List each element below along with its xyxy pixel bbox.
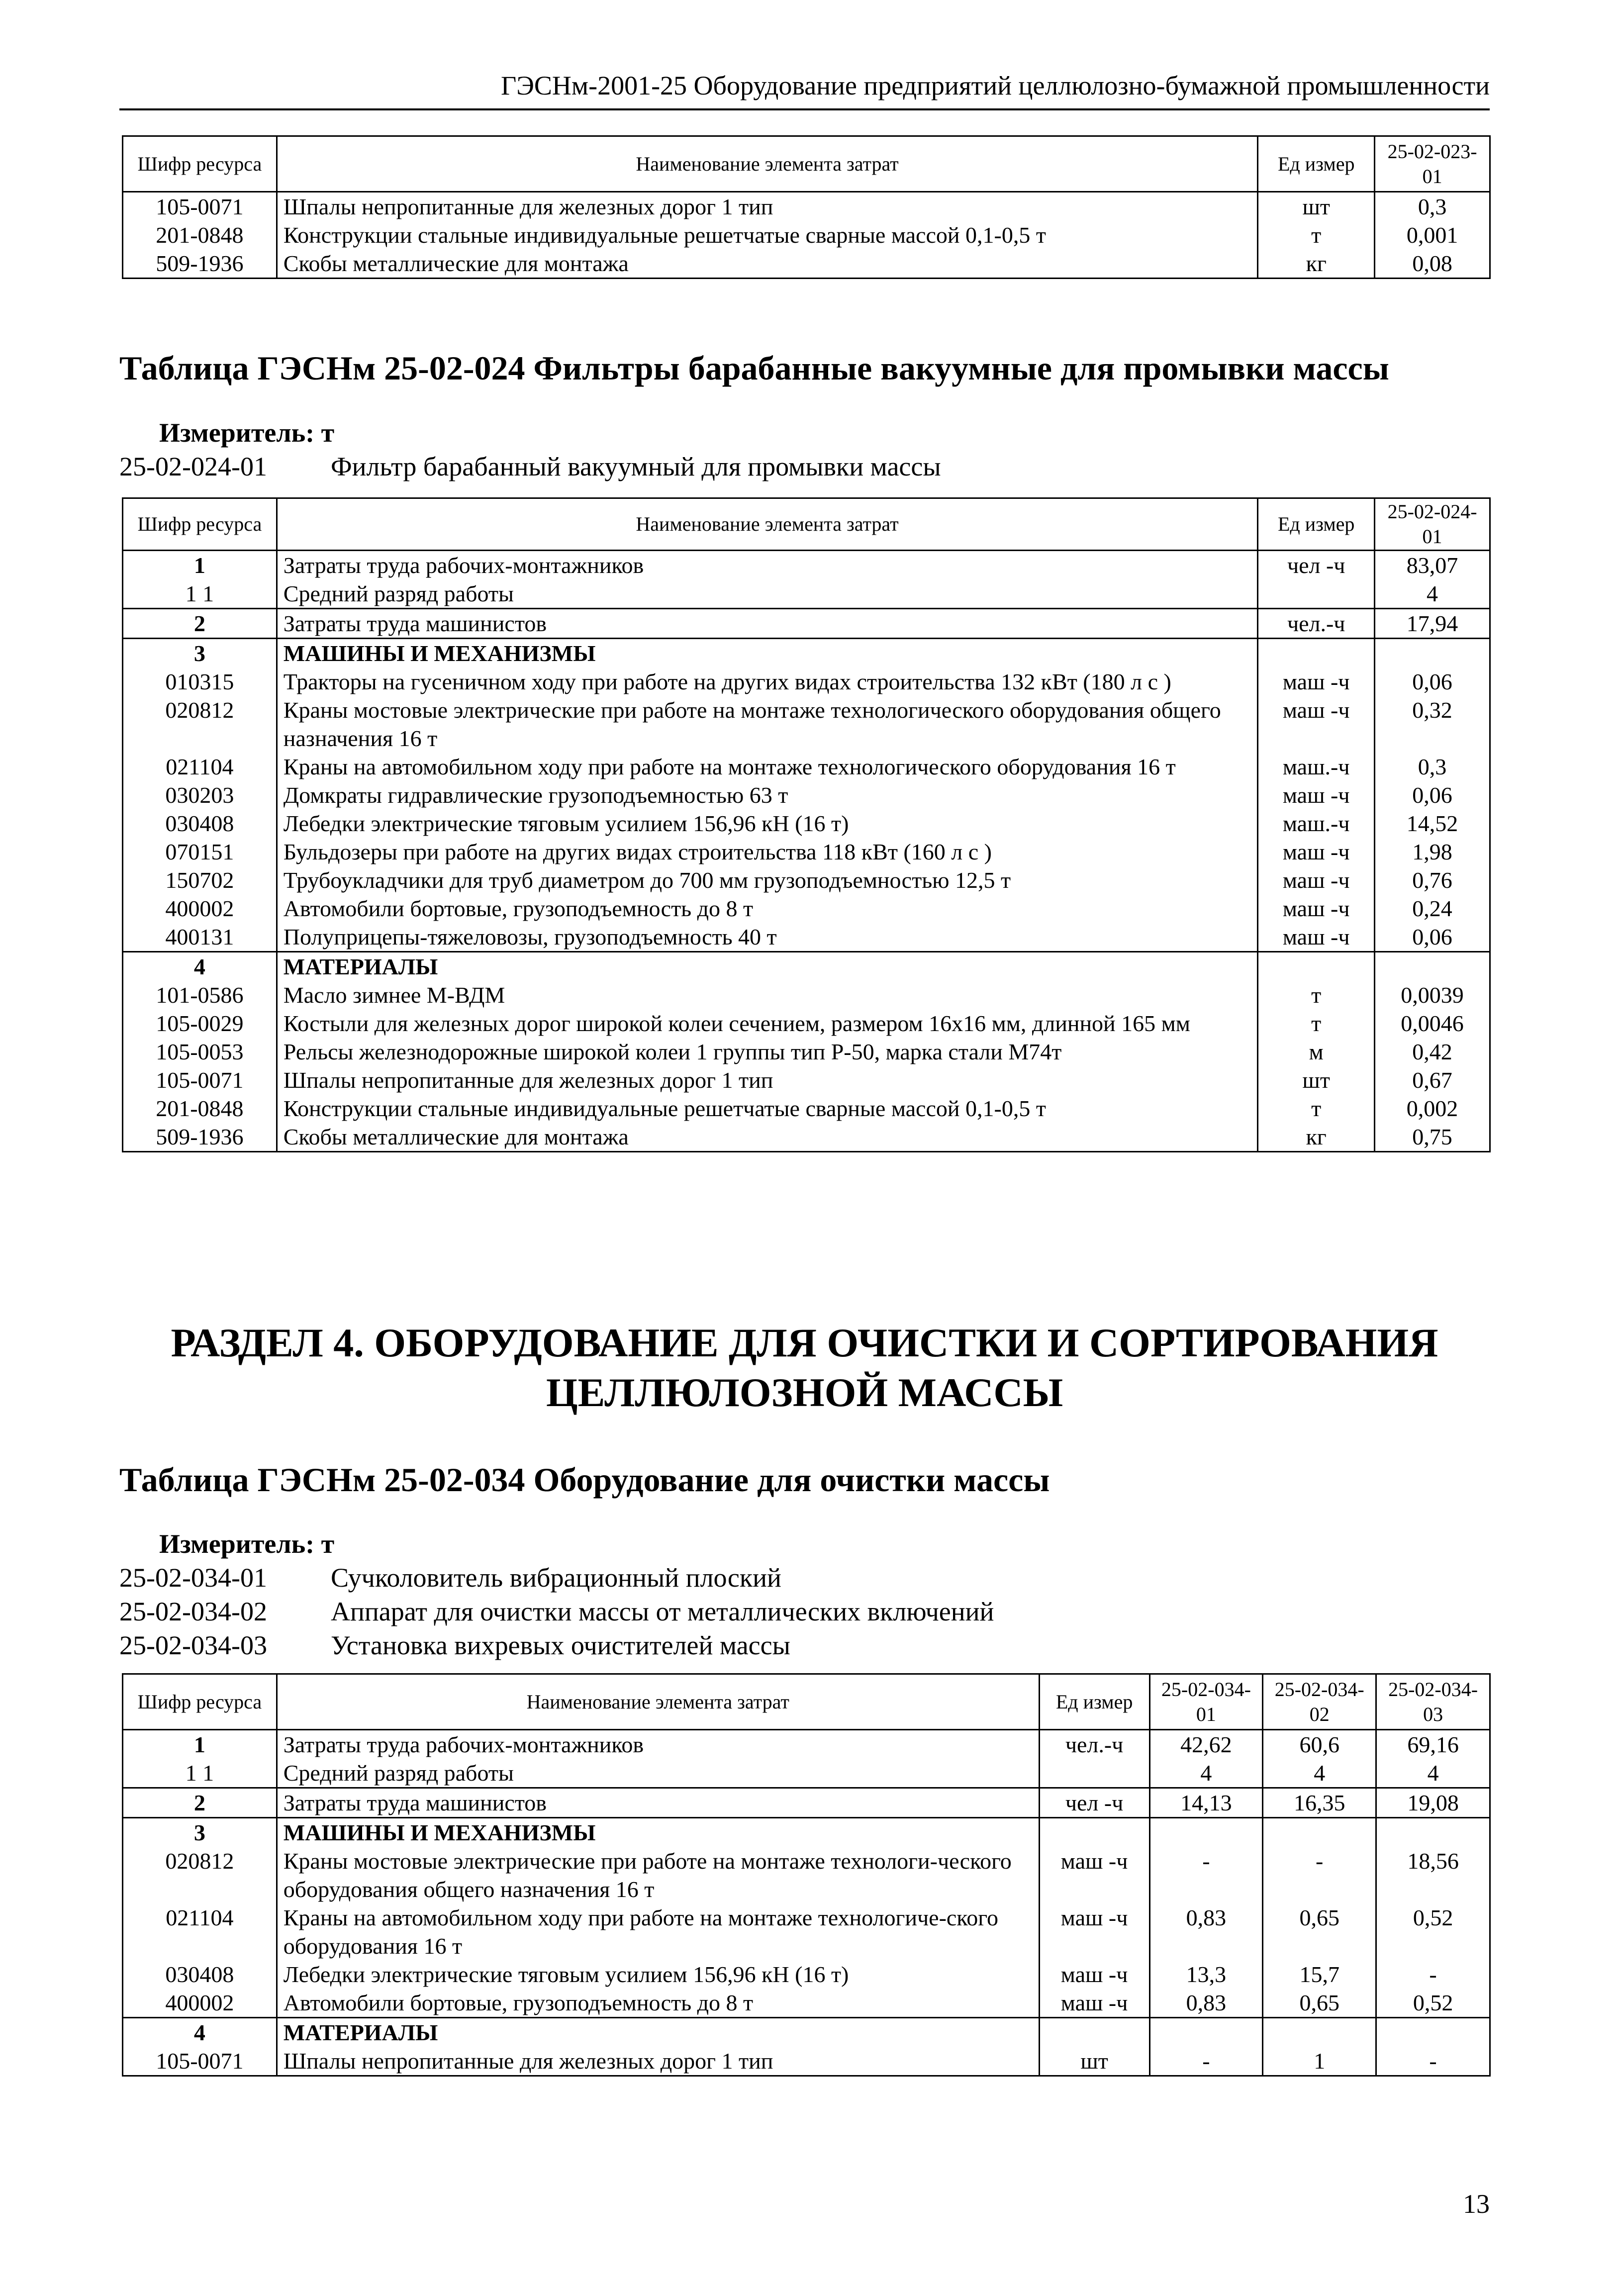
table-row xyxy=(123,1730,1490,1759)
table-row xyxy=(123,1123,1490,1152)
value-cell xyxy=(1376,2018,1490,2047)
unit-cell: маш.-ч xyxy=(1258,753,1375,781)
value-cell: 0,06 xyxy=(1375,781,1490,809)
value-cell: - xyxy=(1149,2047,1263,2076)
cost-element-name: Средний разряд работы xyxy=(277,1759,1039,1788)
item-name: Аппарат для очистки массы от металлических включений xyxy=(331,1597,994,1626)
running-header: ГЭСНм-2001-25 Оборудование предприятий целлюлозно-бумажной промышленности xyxy=(501,71,1490,100)
table-row xyxy=(123,551,1490,580)
value-cell xyxy=(1263,1818,1376,1847)
table-row xyxy=(123,1818,1490,1847)
unit-cell xyxy=(1258,639,1375,668)
table-row xyxy=(123,866,1490,894)
table-row xyxy=(123,781,1490,809)
cost-element-name: Конструкции стальные индивидуальные решетчатые сварные массой 0,1-0,5 т xyxy=(277,221,1258,249)
meter-034 xyxy=(159,1528,334,1560)
table-row xyxy=(123,2018,1490,2047)
item-code: 25-02-024-01 xyxy=(119,452,267,481)
cost-element-name: Автомобили бортовые, грузоподъемность до 8 т xyxy=(277,894,1258,923)
cost-element-name: Лебедки электрические тяговым усилием 156,96 кН (16 т) xyxy=(277,809,1258,838)
value-cell: 0,83 xyxy=(1149,1903,1263,1960)
unit-cell: маш.-ч xyxy=(1258,809,1375,838)
resource-code: 070151 xyxy=(123,838,277,866)
item-name: Сучколовитель вибрационный плоский xyxy=(331,1563,781,1593)
value-cell: 0,001 xyxy=(1375,221,1490,249)
value-cell: 0,002 xyxy=(1375,1094,1490,1123)
unit-cell xyxy=(1258,952,1375,981)
value-cell xyxy=(1149,2018,1263,2047)
value-cell: 0,52 xyxy=(1376,1903,1490,1960)
value-cell: 83,07 xyxy=(1375,551,1490,580)
value-cell xyxy=(1376,1818,1490,1847)
value-cell: 14,52 xyxy=(1375,809,1490,838)
resource-code: 4 xyxy=(123,952,277,981)
table-row xyxy=(123,667,1490,696)
item-list-034 xyxy=(119,1561,994,1662)
resource-code: 400131 xyxy=(123,923,277,952)
value-cell: 13,3 xyxy=(1149,1960,1263,1989)
table-row xyxy=(123,753,1490,781)
value-cell: 17,94 xyxy=(1375,609,1490,639)
table-row xyxy=(123,1903,1490,1960)
resource-code: 400002 xyxy=(123,894,277,923)
resource-code: 1 1 xyxy=(123,1759,277,1788)
value-cell: 0,42 xyxy=(1375,1038,1490,1066)
table-row xyxy=(123,249,1490,279)
value-cell: 1,98 xyxy=(1375,838,1490,866)
cost-element-name: Средний разряд работы xyxy=(277,579,1258,609)
resource-code: 150702 xyxy=(123,866,277,894)
cost-element-name: Конструкции стальные индивидуальные решетчатые сварные массой 0,1-0,5 т xyxy=(277,1094,1258,1123)
unit-cell: кг xyxy=(1258,249,1375,279)
col-header-code: Шифр ресурса xyxy=(123,136,277,192)
table-25-02-023 xyxy=(122,135,1491,279)
table-row xyxy=(123,838,1490,866)
cost-element-name: МАТЕРИАЛЫ xyxy=(277,2018,1039,2047)
meter-unit: т xyxy=(321,418,335,448)
table-row xyxy=(123,221,1490,249)
unit-cell: шт xyxy=(1039,2047,1149,2076)
table-row xyxy=(123,952,1490,981)
col-header-unit: Ед измер xyxy=(1258,498,1375,551)
value-cell: 0,08 xyxy=(1375,249,1490,279)
value-cell: 0,67 xyxy=(1375,1066,1490,1094)
cost-element-name: Скобы металлические для монтажа xyxy=(277,1123,1258,1152)
cost-element-name: Затраты труда рабочих-монтажников xyxy=(277,1730,1039,1759)
value-cell: - xyxy=(1263,1847,1376,1903)
value-cell: 0,76 xyxy=(1375,866,1490,894)
unit-cell: т xyxy=(1258,1009,1375,1038)
header-rule xyxy=(119,108,1490,110)
cost-element-name: Шпалы непропитанные для железных дорог 1 тип xyxy=(277,1066,1258,1094)
col-header-name: Наименование элемента затрат xyxy=(277,498,1258,551)
unit-cell: маш -ч xyxy=(1258,923,1375,952)
value-cell: - xyxy=(1149,1847,1263,1903)
value-cell: 14,13 xyxy=(1149,1788,1263,1818)
resource-code: 010315 xyxy=(123,667,277,696)
resource-code: 201-0848 xyxy=(123,1094,277,1123)
section-title-line1: РАЗДЕЛ 4. ОБОРУДОВАНИЕ ДЛЯ ОЧИСТКИ И СОРТИРОВАНИЯ xyxy=(171,1320,1438,1365)
resource-code: 105-0071 xyxy=(123,2047,277,2076)
value-cell: 0,83 xyxy=(1149,1989,1263,2018)
table-row xyxy=(123,696,1490,753)
resource-code: 105-0071 xyxy=(123,1066,277,1094)
value-cell: 4 xyxy=(1375,579,1490,609)
value-cell: 0,32 xyxy=(1375,696,1490,753)
table-row xyxy=(123,809,1490,838)
item-code: 25-02-034-03 xyxy=(119,1630,267,1660)
cost-element-name: Краны мостовые электрические при работе на монтаже технологи-ческого оборудования общего назначения 16 т xyxy=(277,1847,1039,1903)
cost-element-name: Шпалы непропитанные для железных дорог 1 тип xyxy=(277,2047,1039,2076)
unit-cell: чел -ч xyxy=(1258,551,1375,580)
col-header-value-3: 25-02-034-03 xyxy=(1376,1674,1490,1730)
resource-code: 3 xyxy=(123,1818,277,1847)
meter-unit: т xyxy=(321,1529,335,1559)
col-header-name: Наименование элемента затрат xyxy=(277,136,1258,192)
cost-element-name: Домкраты гидравлические грузоподъемностью 63 т xyxy=(277,781,1258,809)
cost-element-name: МАШИНЫ И МЕХАНИЗМЫ xyxy=(277,1818,1039,1847)
table-row xyxy=(123,609,1490,639)
value-cell: 60,6 xyxy=(1263,1730,1376,1759)
value-cell: 42,62 xyxy=(1149,1730,1263,1759)
col-header-value: 25-02-023-01 xyxy=(1375,136,1490,192)
cost-element-name: Скобы металлические для монтажа xyxy=(277,249,1258,279)
table-row xyxy=(123,639,1490,668)
cost-element-name: Костыли для железных дорог широкой колеи сечением, размером 16х16 мм, длинной 165 мм xyxy=(277,1009,1258,1038)
item-name: Установка вихревых очистителей массы xyxy=(331,1630,790,1660)
resource-code: 2 xyxy=(123,609,277,639)
cost-element-name: Тракторы на гусеничном ходу при работе на других видах строительства 132 кВт (180 л с ) xyxy=(277,667,1258,696)
cost-element-name: Полуприцепы-тяжеловозы, грузоподъемность 40 т xyxy=(277,923,1258,952)
unit-cell: маш -ч xyxy=(1039,1903,1149,1960)
table-row xyxy=(123,1788,1490,1818)
unit-cell: т xyxy=(1258,981,1375,1009)
cost-element-name: Краны на автомобильном ходу при работе на монтаже технологиче-ского оборудования 16 т xyxy=(277,1903,1039,1960)
col-header-value-1: 25-02-034-01 xyxy=(1149,1674,1263,1730)
value-cell: 69,16 xyxy=(1376,1730,1490,1759)
meter-label: Измеритель: xyxy=(159,418,315,448)
cost-element-name: Рельсы железнодорожные широкой колеи 1 группы тип Р-50, марка стали М74т xyxy=(277,1038,1258,1066)
unit-cell: маш -ч xyxy=(1258,838,1375,866)
resource-code: 2 xyxy=(123,1788,277,1818)
unit-cell: шт xyxy=(1258,1066,1375,1094)
value-cell: - xyxy=(1376,2047,1490,2076)
col-header-value: 25-02-024-01 xyxy=(1375,498,1490,551)
value-cell: 4 xyxy=(1263,1759,1376,1788)
value-cell xyxy=(1263,2018,1376,2047)
value-cell: 0,3 xyxy=(1375,192,1490,221)
col-header-code: Шифр ресурса xyxy=(123,498,277,551)
table-row xyxy=(123,923,1490,952)
resource-code: 020812 xyxy=(123,1847,277,1903)
value-cell: 16,35 xyxy=(1263,1788,1376,1818)
value-cell: 0,3 xyxy=(1375,753,1490,781)
resource-code: 105-0029 xyxy=(123,1009,277,1038)
unit-cell: маш -ч xyxy=(1039,1960,1149,1989)
cost-element-name: Затраты труда машинистов xyxy=(277,1788,1039,1818)
unit-cell: т xyxy=(1258,221,1375,249)
resource-code: 105-0053 xyxy=(123,1038,277,1066)
cost-element-name: Затраты труда машинистов xyxy=(277,609,1258,639)
item-name: Фильтр барабанный вакуумный для промывки массы xyxy=(331,452,941,481)
table-row xyxy=(123,1989,1490,2018)
unit-cell: маш -ч xyxy=(1039,1847,1149,1903)
table-row xyxy=(123,1038,1490,1066)
value-cell: 1 xyxy=(1263,2047,1376,2076)
value-cell: 0,0046 xyxy=(1375,1009,1490,1038)
unit-cell xyxy=(1258,579,1375,609)
unit-cell: маш -ч xyxy=(1258,894,1375,923)
resource-code: 105-0071 xyxy=(123,192,277,221)
unit-cell: м xyxy=(1258,1038,1375,1066)
value-cell: 0,06 xyxy=(1375,667,1490,696)
resource-code: 030408 xyxy=(123,809,277,838)
page-number: 13 xyxy=(1463,2189,1490,2219)
value-cell: 0,65 xyxy=(1263,1903,1376,1960)
value-cell: 4 xyxy=(1149,1759,1263,1788)
cost-element-name: Бульдозеры при работе на других видах строительства 118 кВт (160 л с ) xyxy=(277,838,1258,866)
value-cell: 0,24 xyxy=(1375,894,1490,923)
value-cell: - xyxy=(1376,1960,1490,1989)
cost-element-name: Трубоукладчики для труб диаметром до 700 мм грузоподъемностью 12,5 т xyxy=(277,866,1258,894)
unit-cell: маш -ч xyxy=(1258,696,1375,753)
table-row xyxy=(123,2047,1490,2076)
value-cell xyxy=(1149,1818,1263,1847)
unit-cell: чел.-ч xyxy=(1039,1730,1149,1759)
table-25-02-024 xyxy=(122,497,1491,1152)
table-row xyxy=(123,1960,1490,1989)
table-row xyxy=(123,579,1490,609)
item-row xyxy=(119,1628,994,1662)
table-title-024: Таблица ГЭСНм 25-02-024 Фильтры барабанные вакуумные для промывки массы xyxy=(119,349,1389,387)
table-row xyxy=(123,894,1490,923)
meter-label: Измеритель: xyxy=(159,1529,315,1559)
unit-cell: маш -ч xyxy=(1258,866,1375,894)
unit-cell: кг xyxy=(1258,1123,1375,1152)
table-row xyxy=(123,1066,1490,1094)
cost-element-name: МАТЕРИАЛЫ xyxy=(277,952,1258,981)
resource-code: 1 1 xyxy=(123,579,277,609)
table-row xyxy=(123,1009,1490,1038)
resource-code: 020812 xyxy=(123,696,277,753)
item-list-024 xyxy=(119,450,941,483)
table-row xyxy=(123,192,1490,221)
section-title-line2: ЦЕЛЛЮЛОЗНОЙ МАССЫ xyxy=(546,1370,1063,1415)
item-row xyxy=(119,1595,994,1628)
resource-code: 021104 xyxy=(123,1903,277,1960)
unit-cell: чел.-ч xyxy=(1258,609,1375,639)
resource-code: 400002 xyxy=(123,1989,277,2018)
col-header-code: Шифр ресурса xyxy=(123,1674,277,1730)
cost-element-name: МАШИНЫ И МЕХАНИЗМЫ xyxy=(277,639,1258,668)
resource-code: 030203 xyxy=(123,781,277,809)
unit-cell: шт xyxy=(1258,192,1375,221)
col-header-unit: Ед измер xyxy=(1039,1674,1149,1730)
cost-element-name: Автомобили бортовые, грузоподъемность до 8 т xyxy=(277,1989,1039,2018)
table-25-02-034 xyxy=(122,1673,1491,2077)
table-row xyxy=(123,981,1490,1009)
table-row xyxy=(123,1759,1490,1788)
resource-code: 1 xyxy=(123,551,277,580)
col-header-value-2: 25-02-034-02 xyxy=(1263,1674,1376,1730)
value-cell: 0,65 xyxy=(1263,1989,1376,2018)
cost-element-name: Затраты труда рабочих-монтажников xyxy=(277,551,1258,580)
cost-element-name: Краны мостовые электрические при работе на монтаже технологического оборудования общего назначения 16 т xyxy=(277,696,1258,753)
value-cell: 15,7 xyxy=(1263,1960,1376,1989)
col-header-name: Наименование элемента затрат xyxy=(277,1674,1039,1730)
unit-cell: чел -ч xyxy=(1039,1788,1149,1818)
unit-cell: маш -ч xyxy=(1258,667,1375,696)
value-cell: 0,75 xyxy=(1375,1123,1490,1152)
table-row xyxy=(123,1094,1490,1123)
cost-element-name: Масло зимнее М-ВДМ xyxy=(277,981,1258,1009)
unit-cell: т xyxy=(1258,1094,1375,1123)
resource-code: 021104 xyxy=(123,753,277,781)
cost-element-name: Лебедки электрические тяговым усилием 156,96 кН (16 т) xyxy=(277,1960,1039,1989)
value-cell: 0,0039 xyxy=(1375,981,1490,1009)
table-row xyxy=(123,1847,1490,1903)
cost-element-name: Шпалы непропитанные для железных дорог 1 тип xyxy=(277,192,1258,221)
resource-code: 509-1936 xyxy=(123,1123,277,1152)
item-code: 25-02-034-01 xyxy=(119,1563,267,1593)
value-cell: 4 xyxy=(1376,1759,1490,1788)
item-row xyxy=(119,1561,994,1595)
unit-cell xyxy=(1039,1818,1149,1847)
value-cell: 0,06 xyxy=(1375,923,1490,952)
resource-code: 101-0586 xyxy=(123,981,277,1009)
resource-code: 4 xyxy=(123,2018,277,2047)
unit-cell xyxy=(1039,2018,1149,2047)
col-header-unit: Ед измер xyxy=(1258,136,1375,192)
unit-cell xyxy=(1039,1759,1149,1788)
meter-024 xyxy=(159,417,334,449)
value-cell xyxy=(1375,952,1490,981)
resource-code: 030408 xyxy=(123,1960,277,1989)
item-row xyxy=(119,450,941,483)
value-cell: 0,52 xyxy=(1376,1989,1490,2018)
table-title-034: Таблица ГЭСНм 25-02-034 Оборудование для очистки массы xyxy=(119,1461,1050,1499)
value-cell: 19,08 xyxy=(1376,1788,1490,1818)
resource-code: 201-0848 xyxy=(123,221,277,249)
resource-code: 509-1936 xyxy=(123,249,277,279)
value-cell xyxy=(1375,639,1490,668)
unit-cell: маш -ч xyxy=(1039,1989,1149,2018)
item-code: 25-02-034-02 xyxy=(119,1597,267,1626)
value-cell: 18,56 xyxy=(1376,1847,1490,1903)
resource-code: 1 xyxy=(123,1730,277,1759)
cost-element-name: Краны на автомобильном ходу при работе на монтаже технологического оборудования 16 т xyxy=(277,753,1258,781)
unit-cell: маш -ч xyxy=(1258,781,1375,809)
resource-code: 3 xyxy=(123,639,277,668)
